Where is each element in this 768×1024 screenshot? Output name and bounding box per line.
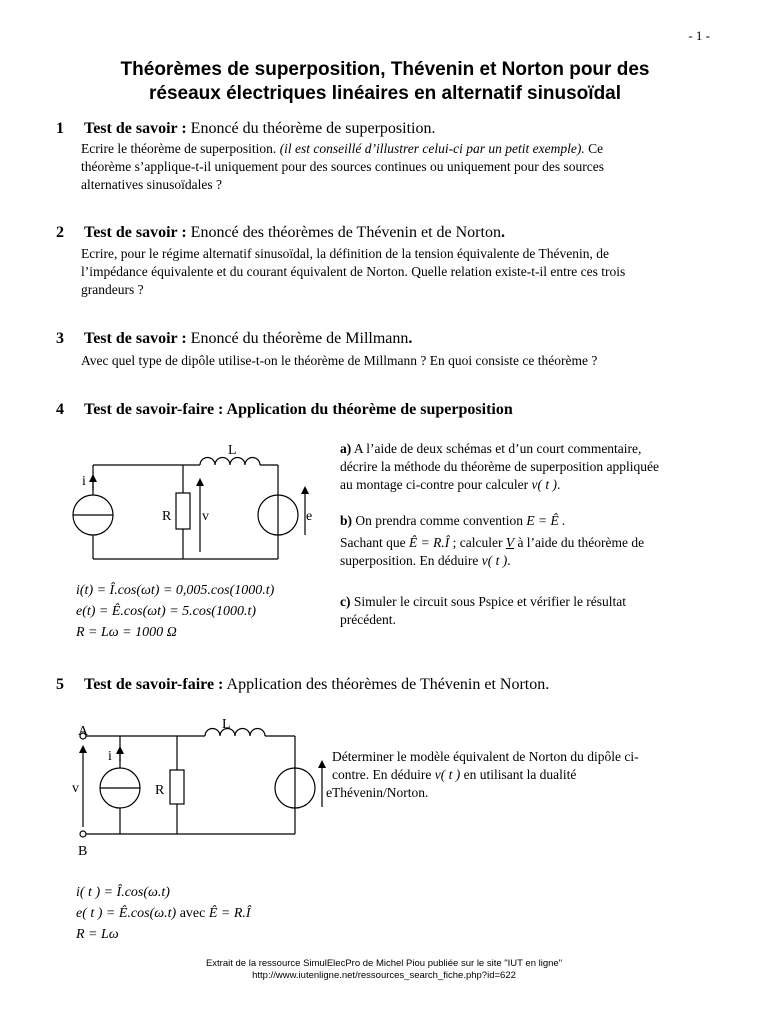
question-end: . <box>507 553 511 568</box>
circuit-diagram-superposition <box>60 432 330 572</box>
footer <box>0 958 768 982</box>
question-line: A l’aide de deux schémas et d’un court commentaire, <box>353 441 642 456</box>
body-line-end: Ce <box>584 141 604 156</box>
formula-line: R = Lω <box>76 927 119 942</box>
question-formula: E = Ê . <box>526 513 566 528</box>
inductor-label: L <box>228 443 237 458</box>
sec5-text <box>332 748 722 802</box>
title-line-1: Théorèmes de superposition, Thévenin et Norton pour des <box>120 59 650 80</box>
footer-url: http://www.iutenligne.net/ressources_search_fiche.php?id=622 <box>252 970 516 981</box>
page-number: - 1 - <box>688 28 710 43</box>
section-1-heading <box>56 120 436 138</box>
terminal-b-label: B <box>78 844 88 859</box>
question-var: v( t ) <box>531 477 558 492</box>
question-var: V <box>505 535 515 550</box>
section-3-body <box>81 352 597 370</box>
footer-line: Extrait de la ressource SimulElecPro de Michel Piou publiée sur le site "IUT en ligne" <box>205 958 563 969</box>
source-label: e <box>326 786 333 801</box>
question-line: à l’aide du théorème de <box>514 535 645 550</box>
question-a <box>340 440 720 494</box>
current-label: i <box>82 474 86 489</box>
section-4-heading <box>56 401 513 419</box>
section-heading-text: Application des théorèmes de Thévenin et Norton. <box>223 676 550 693</box>
question-line: au montage ci-contre pour calculer <box>340 477 532 492</box>
body-line: grandeurs ? <box>81 282 144 297</box>
section-2-heading: 2 Test de savoir : Enoncé des théorèmes de Thévenin et de Norton. <box>56 224 505 241</box>
question-line: On prendra comme convention <box>355 513 527 528</box>
question-tag: a) <box>340 441 352 456</box>
body-line: Ecrire, pour le régime alternatif sinusoïdal, la définition de la tension équivalente de Thévenin, de <box>81 246 609 261</box>
formula-avec: avec <box>179 906 206 921</box>
question-line: superposition. En déduire <box>340 553 482 568</box>
question-line: Sachant que <box>340 535 409 550</box>
page-title <box>60 58 710 106</box>
section-2-body <box>81 245 625 299</box>
body-line: contre. En déduire <box>332 767 435 782</box>
terminal-a-label: A <box>78 724 89 739</box>
title-line-2: réseaux électriques linéaires en alternatif sinusoïdal <box>148 83 622 104</box>
body-line: Avec quel type de dipôle utilise-t-on le théorème de Millmann ? En quoi consiste ce théorème ? <box>81 353 598 368</box>
section-label: Test de savoir : <box>84 330 187 347</box>
formula-line: i( t ) = Î.cos(ω.t) <box>76 885 170 900</box>
body-line: Ecrire le théorème de superposition. <box>81 141 277 156</box>
inductor-label: L <box>222 717 231 732</box>
section-label: Test de savoir : <box>84 120 187 137</box>
body-line: Thévenin/Norton. <box>332 785 429 800</box>
section-label: Test de savoir-faire : <box>84 676 224 693</box>
question-tag: c) <box>340 594 351 609</box>
body-italic: (il est conseillé d’illustrer celui-ci par un petit exemple). <box>279 141 585 156</box>
section-heading-text: Enoncé du théorème de superposition. <box>186 120 436 137</box>
section-label: Test de savoir : <box>84 224 187 241</box>
formula-line: e( t ) = Ê.cos(ω.t) <box>76 906 177 921</box>
section-number: 3 <box>56 330 64 347</box>
question-b <box>340 512 720 570</box>
formula-line: R = Lω = 1000 Ω <box>76 625 177 640</box>
section-number: 4 <box>56 401 64 418</box>
body-line: en utilisant la dualité <box>460 767 577 782</box>
body-line: l’impédance équivalente et du courant équivalent de Norton. Quelle relation existe-t-il entre ces trois <box>81 264 626 279</box>
section-3-heading: 3 Test de savoir : Enoncé du théorème de Millmann. <box>56 330 413 347</box>
body-var: v( t ) <box>434 767 461 782</box>
question-var: v( t ) <box>481 553 508 568</box>
section-heading-text: Enoncé du théorème de Millmann <box>186 330 409 347</box>
resistor-label: R <box>155 783 165 798</box>
section-number: 2 <box>56 224 64 241</box>
section-number: 1 <box>56 120 64 137</box>
section-5-heading <box>56 676 549 694</box>
question-line: précédent. <box>340 612 396 627</box>
sec4-formulas <box>76 580 274 643</box>
formula-line: i(t) = Î.cos(ωt) = 0,005.cos(1000.t) <box>76 583 275 598</box>
question-line: Simuler le circuit sous Pspice et vérifier le résultat <box>353 594 627 609</box>
section-heading-text: Enoncé des théorèmes de Thévenin et de Norton <box>186 224 501 241</box>
voltage-label: v <box>202 509 209 524</box>
body-line: alternatives sinusoïdales ? <box>81 177 222 192</box>
formula-line: Ê = R.Î <box>208 906 251 921</box>
section-heading-text: Application du théorème de superposition <box>223 401 513 418</box>
question-tag: b) <box>340 513 353 528</box>
formula-line: e(t) = Ê.cos(ωt) = 5.cos(1000.t) <box>76 604 257 619</box>
voltage-label: v <box>72 781 79 796</box>
current-label: i <box>108 749 112 764</box>
body-line: théorème s’applique-t-il uniquement pour des sources continues ou uniquement pour des sources <box>81 159 604 174</box>
sec5-formulas <box>76 882 251 945</box>
question-end: . <box>557 477 561 492</box>
question-c <box>340 593 720 629</box>
question-line: décrire la méthode du théorème de superposition appliquée <box>340 459 660 474</box>
circuit-diagram-norton <box>60 712 340 862</box>
body-line: Déterminer le modèle équivalent de Norton du dipôle ci- <box>332 749 639 764</box>
source-label: e <box>306 509 313 524</box>
section-label: Test de savoir-faire : <box>84 401 224 418</box>
resistor-label: R <box>162 509 172 524</box>
question-formula: Ê = R.Î <box>408 535 450 550</box>
section-1-body <box>81 140 604 194</box>
question-line: ; calculer <box>449 535 506 550</box>
section-number: 5 <box>56 676 64 693</box>
